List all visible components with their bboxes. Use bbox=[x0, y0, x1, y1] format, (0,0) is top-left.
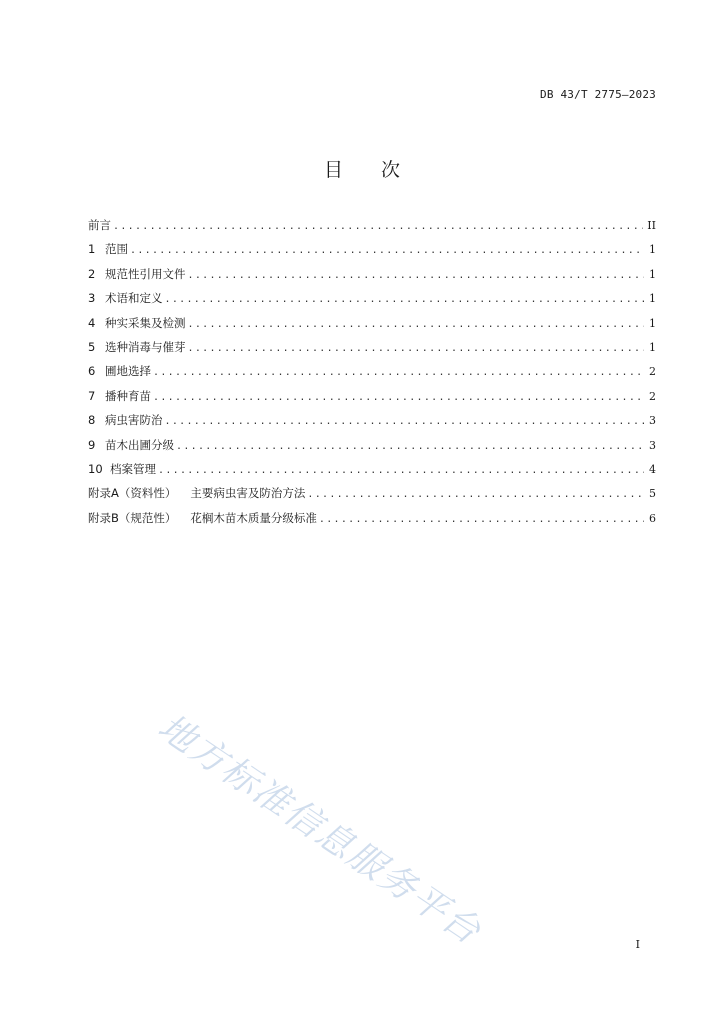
toc-entry-page: 4 bbox=[649, 462, 656, 476]
toc-entry-number: 2 bbox=[88, 266, 96, 281]
table-of-contents bbox=[88, 217, 656, 534]
toc-entry-label: 规范性引用文件 bbox=[105, 266, 186, 281]
toc-leader-dots bbox=[130, 245, 644, 256]
toc-entry-page: 3 bbox=[649, 438, 656, 452]
toc-entry-page: 1 bbox=[649, 243, 656, 257]
toc-leader-dots bbox=[153, 367, 644, 378]
toc-title: 目次 bbox=[323, 159, 438, 181]
toc-entry-number: 9 bbox=[88, 437, 96, 452]
toc-entry-label: 档案管理 bbox=[110, 461, 156, 476]
toc-entry-label: 范围 bbox=[105, 242, 128, 257]
toc-entry-page: 1 bbox=[649, 292, 656, 306]
toc-leader-dots bbox=[188, 343, 645, 354]
toc-entry-number: 1 bbox=[88, 242, 96, 257]
toc-entry-page: 3 bbox=[649, 414, 656, 428]
toc-leader-dots bbox=[188, 270, 645, 281]
toc-entry-label: 选种消毒与催芽 bbox=[105, 339, 186, 354]
toc-entry-seed-collection[interactable] bbox=[88, 315, 656, 339]
toc-entry-label: 主要病虫害及防治方法 bbox=[190, 486, 306, 501]
toc-entry-label: 播种育苗 bbox=[105, 388, 151, 403]
toc-entry-foreword[interactable] bbox=[88, 217, 656, 241]
toc-entry-normative-references[interactable] bbox=[88, 266, 656, 290]
toc-entry-number: 3 bbox=[88, 291, 96, 306]
toc-entry-annex-a[interactable] bbox=[88, 485, 656, 509]
toc-entry-number: 8 bbox=[88, 413, 96, 428]
toc-leader-dots bbox=[307, 489, 644, 500]
toc-entry-seedling-grading[interactable] bbox=[88, 437, 656, 461]
toc-leader-dots bbox=[165, 416, 645, 427]
toc-entry-label: 花榈木苗木质量分级标准 bbox=[190, 510, 317, 525]
toc-entry-scope[interactable] bbox=[88, 241, 656, 265]
toc-entry-page: 2 bbox=[649, 389, 656, 403]
toc-entry-label: 病虫害防治 bbox=[105, 413, 163, 428]
toc-leader-dots bbox=[113, 221, 643, 232]
toc-entry-number: 4 bbox=[88, 315, 96, 330]
watermark: 地方标准信息服务平台 bbox=[150, 706, 489, 954]
toc-entry-number: 附录B（规范性） bbox=[88, 510, 177, 525]
toc-entry-sowing[interactable] bbox=[88, 388, 656, 412]
toc-entry-label: 前言 bbox=[88, 218, 111, 232]
toc-leader-dots bbox=[319, 514, 644, 525]
toc-entry-page: 1 bbox=[649, 267, 656, 281]
toc-entry-page: II bbox=[647, 219, 656, 232]
toc-entry-page: 6 bbox=[649, 511, 656, 525]
toc-entry-terms[interactable] bbox=[88, 290, 656, 314]
toc-leader-dots bbox=[158, 465, 644, 476]
toc-entry-number: 10 bbox=[88, 461, 103, 476]
toc-entry-page: 5 bbox=[649, 487, 656, 501]
toc-entry-label: 种实采集及检测 bbox=[105, 315, 186, 330]
toc-leader-dots bbox=[165, 294, 645, 305]
toc-entry-annex-b[interactable] bbox=[88, 510, 656, 534]
toc-entry-records[interactable] bbox=[88, 461, 656, 485]
toc-entry-number: 7 bbox=[88, 388, 96, 403]
toc-entry-page: 2 bbox=[649, 365, 656, 379]
toc-entry-label: 术语和定义 bbox=[105, 291, 163, 306]
toc-entry-page: 1 bbox=[649, 316, 656, 330]
page-number: I bbox=[635, 938, 640, 951]
toc-entry-nursery-selection[interactable] bbox=[88, 363, 656, 387]
toc-entry-pest-control[interactable] bbox=[88, 412, 656, 436]
toc-leader-dots bbox=[176, 441, 644, 452]
toc-entry-number: 6 bbox=[88, 364, 96, 379]
toc-entry-number: 5 bbox=[88, 339, 96, 354]
toc-entry-label: 苗木出圃分级 bbox=[105, 437, 174, 452]
toc-leader-dots bbox=[188, 319, 645, 330]
toc-entry-page: 1 bbox=[649, 340, 656, 354]
standard-code: DB 43/T 2775—2023 bbox=[540, 88, 656, 101]
toc-entry-number: 附录A（资料性） bbox=[88, 486, 177, 501]
toc-entry-label: 圃地选择 bbox=[105, 364, 151, 379]
toc-entry-seed-disinfection[interactable] bbox=[88, 339, 656, 363]
toc-leader-dots bbox=[153, 392, 644, 403]
